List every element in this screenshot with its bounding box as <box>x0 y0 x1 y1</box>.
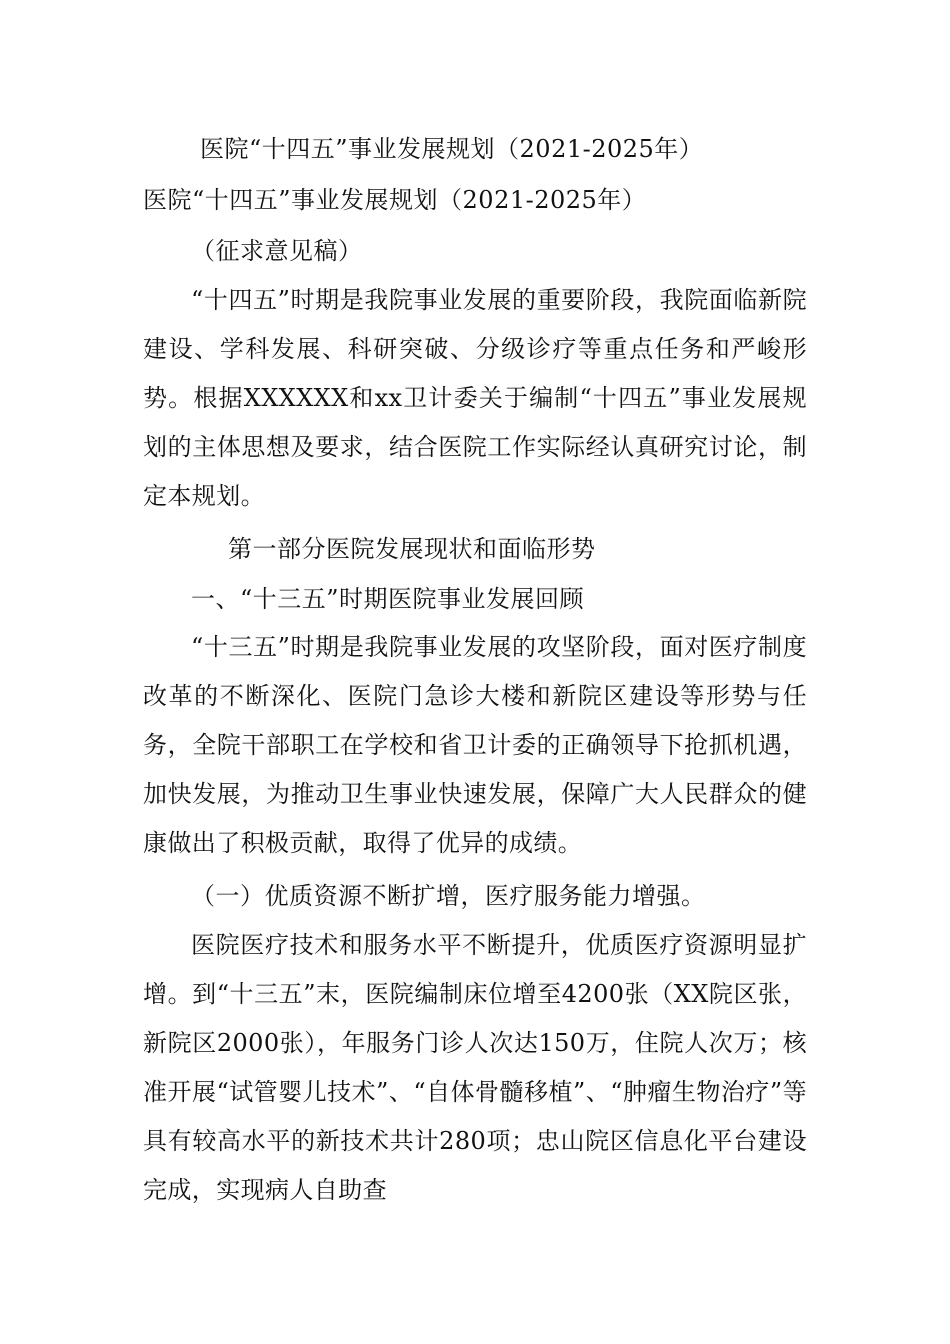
document-subtitle: （征求意见稿） <box>191 237 363 265</box>
document-title: 医院“十四五”事业发展规划（2021-2025年） <box>200 135 704 163</box>
subsection-heading: （一）优质资源不断扩增，医疗服务能力增强。 <box>191 882 706 910</box>
document-title-repeat: 医院“十四五”事业发展规划（2021-2025年） <box>143 186 647 214</box>
intro-paragraph: “十四五”时期是我院事业发展的重要阶段，我院面临新院建设、学科发展、科研突破、分级诊疗等重点任务和严峻形势。根据XXXXXX和xx卫计委关于编制“十四五”事业发展规划的主体思想及要求，结合医院工作实际经认真研究讨论，制定本规划。 <box>143 286 807 510</box>
review-paragraph: “十三五”时期是我院事业发展的攻坚阶段，面对医疗制度改革的不断深化、医院门急诊大楼和新院区建设等形势与任务，全院干部职工在学校和省卫计委的正确领导下抢抓机遇，加快发展，为推动卫生事业快速发展，保障广大人民群众的健康做出了积极贡献，取得了优异的成绩。 <box>143 633 807 857</box>
section-heading: 一、“十三五”时期医院事业发展回顾 <box>191 585 585 613</box>
service-paragraph: 医院医疗技术和服务水平不断提升，优质医疗资源明显扩增。到“十三五”末，医院编制床位增至4200张（XX院区张，新院区2000张），年服务门诊人次达150万，住院人次万；核准开展“试管婴儿技术”、“自体骨髓移植”、“肿瘤生物治疗”等具有较高水平的新技术共计280项；忠山院区信息化平台建设完成，实现病人自助查 <box>143 931 807 1204</box>
part-heading: 第一部分医院发展现状和面临形势 <box>228 535 596 563</box>
